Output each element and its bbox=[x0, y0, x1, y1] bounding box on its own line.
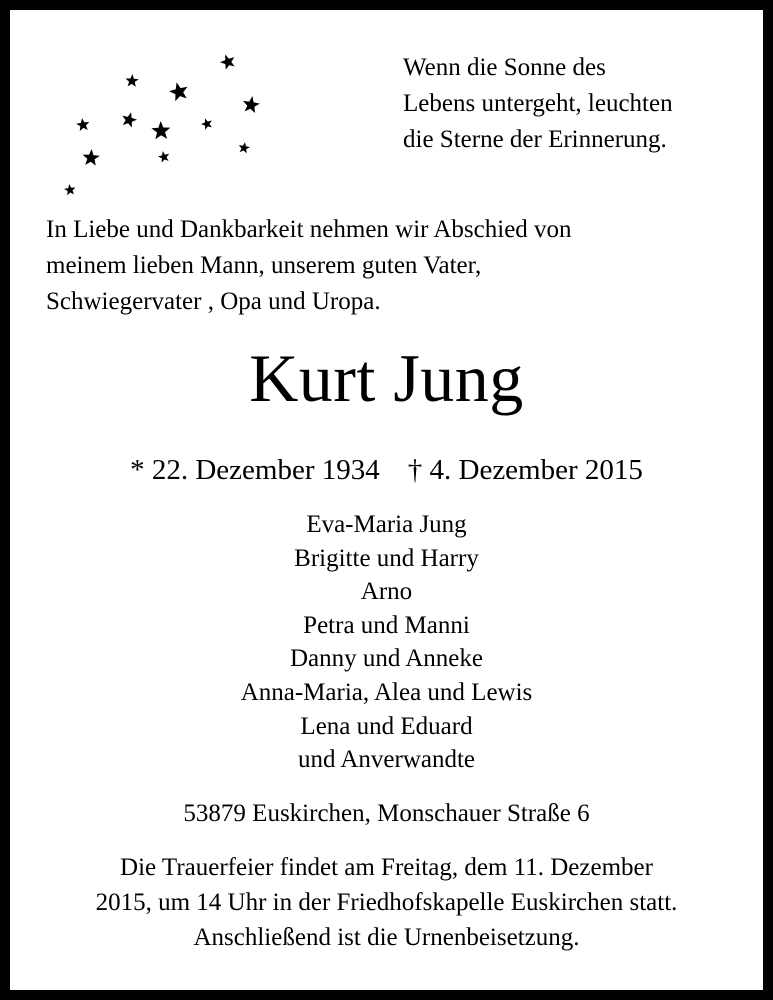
intro-text bbox=[46, 212, 736, 320]
mourners-list bbox=[0, 508, 773, 777]
intro-line: Schwiegervater , Opa und Uropa. bbox=[46, 288, 381, 315]
star-icon bbox=[120, 110, 138, 128]
mourner-line: Eva-Maria Jung bbox=[306, 511, 467, 538]
star-icon bbox=[125, 74, 139, 87]
service-notice bbox=[20, 850, 753, 955]
birth-date: * 22. Dezember 1934 bbox=[130, 454, 380, 486]
deceased-name: Kurt Jung bbox=[249, 340, 524, 416]
star-icon bbox=[151, 121, 171, 140]
mourner-line: Danny und Anneke bbox=[289, 645, 484, 673]
intro-line: meinem lieben Mann, unserem guten Vater, bbox=[46, 252, 482, 279]
mourner-line: Arno bbox=[360, 578, 413, 606]
mourner-line: Lena und Eduard bbox=[300, 712, 473, 740]
mourner-line: Petra und Manni bbox=[303, 611, 470, 639]
notice-line: Die Trauerfeier findet am Freitag, dem 11. Dezember bbox=[120, 854, 653, 881]
star-icon bbox=[75, 117, 90, 131]
mourner-line: und Anverwandte bbox=[297, 746, 476, 774]
intro-line: In Liebe und Dankbarkeit nehmen wir Abschied von bbox=[46, 216, 572, 243]
notice-line: 2015, um 14 Uhr in der Friedhofskapelle Euskirchen statt. bbox=[95, 889, 678, 916]
star-icon bbox=[157, 150, 171, 163]
mourner-line: Anna-Maria, Alea und Lewis bbox=[240, 678, 533, 706]
mourner-line: Brigitte und Harry bbox=[294, 544, 479, 572]
poem-line: Lebens untergeht, leuchten bbox=[403, 90, 673, 117]
life-dates bbox=[0, 448, 773, 492]
star-icon bbox=[200, 116, 214, 130]
star-icon bbox=[238, 141, 251, 154]
poem-line: Wenn die Sonne des bbox=[403, 54, 606, 81]
notice-line: Anschließend ist die Urnenbeisetzung. bbox=[193, 924, 580, 951]
star-icon bbox=[167, 80, 190, 102]
star-icon bbox=[82, 148, 100, 165]
star-icon bbox=[241, 95, 260, 114]
poem-quote bbox=[403, 50, 743, 158]
family-address: 53879 Euskirchen, Monschauer Straße 6 bbox=[183, 800, 590, 827]
poem-line: die Sterne der Erinnerung. bbox=[403, 126, 667, 153]
star-icon bbox=[218, 52, 237, 71]
death-date: † 4. Dezember 2015 bbox=[407, 454, 643, 486]
stars-icon bbox=[55, 45, 285, 210]
star-icon bbox=[64, 183, 77, 195]
